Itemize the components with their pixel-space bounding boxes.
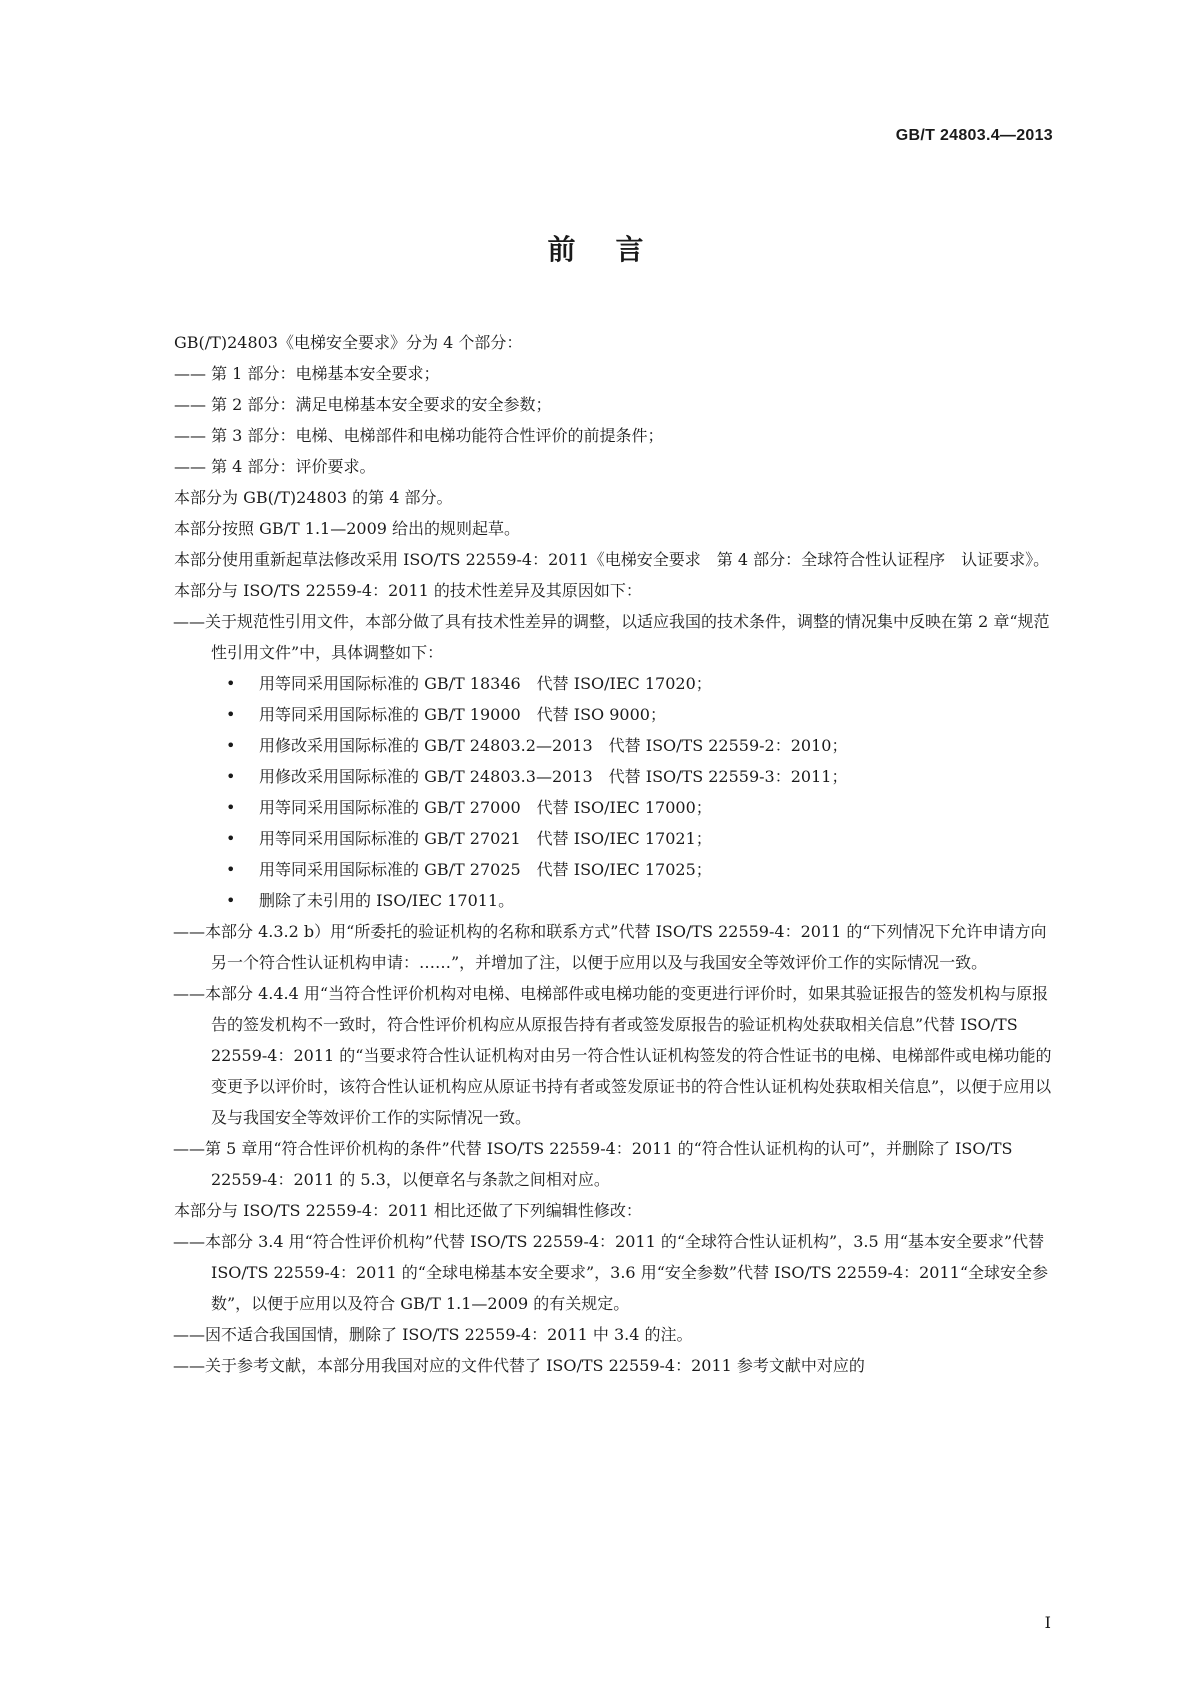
paragraph: 本部分与 ISO/TS 22559-4：2011 相比还做了下列编辑性修改： (174, 1201, 642, 1220)
bullet-text: 删除了未引用的 ISO/IEC 17011。 (259, 891, 515, 910)
dash-item: ——因不适合我国国情，删除了 ISO/TS 22559-4：2011 中 3.4 的注。 (173, 1325, 693, 1344)
bullet-text: 用等同采用国际标准的 GB/T 19000 代替 ISO 9000； (259, 705, 666, 724)
bullet-item (136, 885, 1056, 916)
bullet-item (136, 699, 1056, 730)
bullet-item (136, 668, 1056, 699)
bullet-item (136, 792, 1056, 823)
bullet-icon: • (226, 767, 236, 786)
paragraph: 本部分为 GB(/T)24803 的第 4 部分。 (174, 488, 453, 507)
paragraph: 本部分与 ISO/TS 22559-4：2011 的技术性差异及其原因如下： (174, 581, 642, 600)
bullet-item (136, 761, 1056, 792)
page-title: 前言 (547, 233, 684, 266)
bullet-text: 用等同采用国际标准的 GB/T 27025 代替 ISO/IEC 17025； (259, 860, 712, 879)
standard-code: GB/T 24803.4—2013 (895, 127, 1053, 144)
bullet-icon: • (226, 829, 236, 848)
bullet-item (136, 730, 1056, 761)
part-item: —— 第 2 部分：满足电梯基本安全要求的安全参数； (174, 395, 552, 414)
dash-item: ——本部分 3.4 用“符合性评价机构”代替 ISO/TS 22559-4：2011 的“全球符合性认证机构”，3.5 用“基本安全要求”代替 ISO/TS 22559-4：2011 的“全球电梯基本安全要求”，3.6 用“安全参数”代替 ISO/TS 22559-4：2011“全球安全参数”，以便于应用以及符合 GB/T 1.1—2009 的有关规定。 (173, 1232, 1049, 1313)
part-item: —— 第 3 部分：电梯、电梯部件和电梯功能符合性评价的前提条件； (174, 426, 664, 445)
bullet-text: 用等同采用国际标准的 GB/T 18346 代替 ISO/IEC 17020； (259, 674, 712, 693)
dash-item: ——第 5 章用“符合性评价机构的条件”代替 ISO/TS 22559-4：2011 的“符合性认证机构的认可”，并删除了 ISO/TS 22559-4：2011 的 5.3，以便章名与条款之间相对应。 (173, 1139, 1013, 1189)
paragraph: 本部分按照 GB/T 1.1—2009 给出的规则起草。 (174, 519, 521, 538)
document-body (136, 327, 1056, 1381)
bullet-icon: • (226, 705, 236, 724)
bullet-icon: • (226, 674, 236, 693)
dash-item: ——关于参考文献，本部分用我国对应的文件代替了 ISO/TS 22559-4：2011 参考文献中对应的 (173, 1356, 865, 1375)
bullet-text: 用等同采用国际标准的 GB/T 27021 代替 ISO/IEC 17021； (259, 829, 712, 848)
bullet-text: 用修改采用国际标准的 GB/T 24803.3—2013 代替 ISO/TS 22559-3：2011； (259, 767, 848, 786)
dash-item: ——本部分 4.4.4 用“当符合性评价机构对电梯、电梯部件或电梯功能的变更进行评价时，如果其验证报告的签发机构与原报告的签发机构不一致时，符合性评价机构应从原报告持有者或签发原报告的验证机构处获取相关信息”代替 ISO/TS 22559-4：2011 的“当要求符合性认证机构对由另一符合性认证机构签发的符合性证书的电梯、电梯部件或电梯功能的变更予以评价时，该符合性认证机构应从原证书持有者或签发原证书的符合性认证机构处获取相关信息”，以便于应用以及与我国安全等效评价工作的实际情况一致。 (173, 984, 1052, 1127)
dash-item: ——本部分 4.3.2 b）用“所委托的验证机构的名称和联系方式”代替 ISO/TS 22559-4：2011 的“下列情况下允许申请方向另一个符合性认证机构申请：……”，并增加了注，以便于应用以及与我国安全等效评价工作的实际情况一致。 (173, 922, 1047, 972)
dash-item: ——关于规范性引用文件，本部分做了具有技术性差异的调整，以适应我国的技术条件，调整的情况集中反映在第 2 章“规范性引用文件”中，具体调整如下： (173, 612, 1050, 662)
bullet-icon: • (226, 891, 236, 910)
bullet-icon: • (226, 798, 236, 817)
bullet-text: 用等同采用国际标准的 GB/T 27000 代替 ISO/IEC 17000； (259, 798, 712, 817)
part-item: —— 第 4 部分：评价要求。 (174, 457, 376, 476)
bullet-icon: • (226, 736, 236, 755)
page-number: I (1044, 1613, 1051, 1632)
bullet-item (136, 854, 1056, 885)
bullet-icon: • (226, 860, 236, 879)
part-item: —— 第 1 部分：电梯基本安全要求； (174, 364, 440, 383)
bullet-item (136, 823, 1056, 854)
bullet-text: 用修改采用国际标准的 GB/T 24803.2—2013 代替 ISO/TS 22559-2：2010； (259, 736, 848, 755)
intro-paragraph: GB(/T)24803《电梯安全要求》分为 4 个部分： (174, 333, 523, 352)
paragraph: 本部分使用重新起草法修改采用 ISO/TS 22559-4：2011《电梯安全要求 第 4 部分：全球符合性认证程序 认证要求》。 (174, 550, 1050, 569)
